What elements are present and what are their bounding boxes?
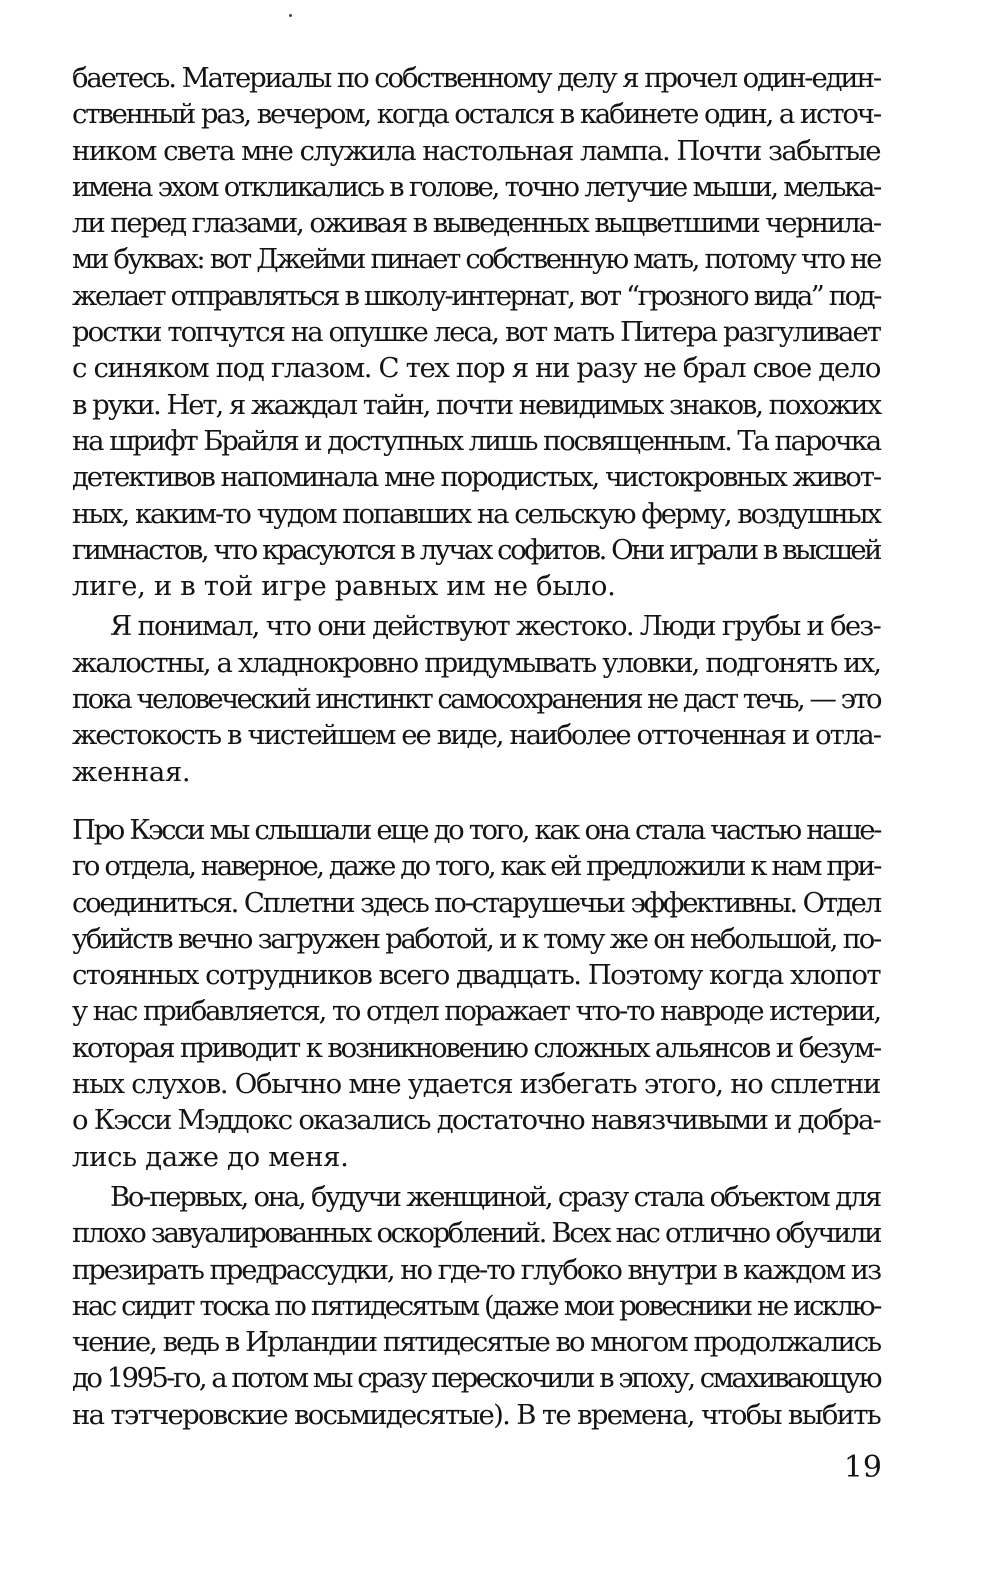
text-line: жалостны, а хладнокровно придумывать уловки, подгонять их, [72, 646, 880, 679]
text-line: пока человеческий инстинкт самосохранения не даст течь, — это [72, 683, 880, 716]
text-line: Про Кэсси мы слышали еще до того, как она стала частью наше- [72, 814, 880, 846]
text-line: гимнастов, что красуются в лучах софитов. Они играли в высшей [72, 533, 880, 566]
text-line: которая приводит к возникновению сложных альянсов и безум- [72, 1031, 880, 1064]
text-line: убийств вечно загружен работой, и к тому же он небольшой, по- [72, 922, 880, 955]
text-line: ственный раз, вечером, когда остался в кабинете один, а источ- [72, 98, 880, 131]
text-line: желает отправляться в школу-интернат, вот “грозного вида” под- [72, 279, 880, 312]
text-line: на шрифт Брайля и доступных лишь посвященным. Та парочка [72, 424, 880, 457]
text-line: ником света мне служила настольная лампа. Почти забытые [72, 134, 880, 167]
text-line: ных слухов. Обычно мне удается избегать этого, но сплетни [72, 1068, 880, 1101]
text-line: до 1995-го, а потом мы сразу перескочили в эпоху, смахивающую [72, 1362, 880, 1395]
text-line: плохо завуалированных оскорблений. Всех нас отлично обучили [72, 1217, 880, 1250]
text-line: у нас прибавляется, то отдел поражает что-то навроде истерии, [72, 995, 880, 1028]
text-line: баетесь. Материалы по собственному делу я прочел один-един- [72, 62, 880, 94]
text-section-1 [72, 60, 880, 790]
text-line: ли перед глазами, оживая в выведенных выцветшими чернила- [72, 207, 880, 240]
text-line: ных, каким-то чудом попавших на сельскую ферму, воздушных [72, 497, 880, 530]
text-line: нас сидит тоска по пятидесятым (даже мои ровесники не исклю- [72, 1289, 880, 1322]
text-line: имена эхом откликались в голове, точно летучие мыши, мелька- [72, 170, 880, 203]
page-number: 19 [843, 1450, 882, 1485]
text-line: го отдела, наверное, даже до того, как ей предложили к нам при- [72, 850, 880, 883]
text-line: в руки. Нет, я жаждал тайн, почти невидимых знаков, похожих [72, 388, 880, 421]
text-line: жестокость в чистейшем ее виде, наиболее отточенная и отла- [72, 719, 880, 752]
text-line: стоянных сотрудников всего двадцать. Поэтому когда хлопот [72, 959, 880, 992]
text-line: презирать предрассудки, но где-то глубоко внутри в каждом из [72, 1253, 880, 1286]
text-line: лись даже до меня. [72, 1140, 349, 1173]
text-line: ростки топчутся на опушке леса, вот мать Питера разгуливает [72, 316, 880, 349]
text-section-2 [72, 812, 880, 1433]
text-line: ми буквах: вот Джейми пинает собственную мать, потому что не [72, 243, 880, 276]
text-line: чение, ведь в Ирландии пятидесятые во многом продолжались [72, 1326, 880, 1359]
text-line: на тэтчеровские восьмидесятые). В те времена, чтобы выбить [72, 1398, 880, 1431]
paragraph-1 [72, 60, 880, 604]
paragraph-3 [72, 812, 880, 1175]
print-speck [289, 14, 292, 17]
text-line: о Кэсси Мэддокс оказались достаточно навязчивыми и добра- [72, 1104, 880, 1137]
paragraph-4 [72, 1179, 880, 1433]
text-line: детективов напоминала мне породистых, чистокровных живот- [72, 461, 880, 494]
text-line: с синяком под глазом. С тех пор я ни разу не брал свое дело [72, 352, 880, 385]
text-line: женная. [72, 755, 191, 788]
text-line: Во-первых, она, будучи женщиной, сразу стала объектом для [110, 1180, 880, 1213]
text-line: соединиться. Сплетни здесь по-старушечьи эффективны. Отдел [72, 886, 880, 919]
text-line: лиге, и в той игре равных им не было. [72, 570, 616, 603]
paragraph-2 [72, 608, 880, 789]
text-line: Я понимал, что они действуют жестоко. Люди грубы и без- [110, 610, 880, 643]
